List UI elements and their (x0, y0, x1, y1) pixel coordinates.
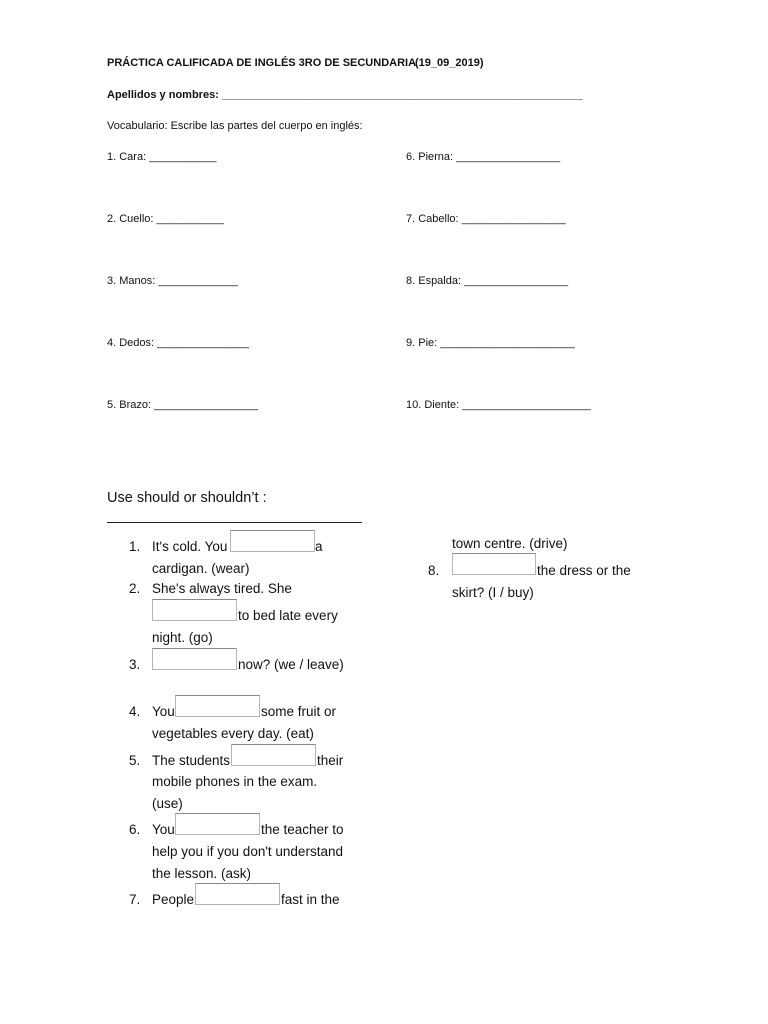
vocab-item-9[interactable]: 9. Pie: ______________________ (406, 337, 575, 349)
q6-answer-input[interactable] (175, 813, 260, 835)
q8-answer-input[interactable] (452, 553, 536, 575)
q1-text-line2: cardigan. (wear) (152, 561, 250, 576)
q3-number: 3. (129, 657, 141, 672)
vocab-item-4[interactable]: 4. Dedos: _______________ (107, 337, 249, 349)
q8-number: 8. (428, 563, 440, 578)
q2-text-line1: She's always tired. She (152, 581, 292, 596)
name-field-label[interactable]: Apellidos y nombres: ___________________________________________________________ (107, 89, 583, 101)
q8-text-after: the dress or the (537, 563, 631, 578)
vocab-item-3[interactable]: 3. Manos: _____________ (107, 275, 238, 287)
q3-answer-input[interactable] (152, 648, 237, 670)
vocabulary-instruction: Vocabulario: Escribe las partes del cuerpo en inglés: (107, 120, 363, 132)
q4-text-before: You (152, 704, 175, 719)
q4-text-after: some fruit or (261, 704, 337, 719)
vocab-item-2[interactable]: 2. Cuello: ___________ (107, 213, 224, 225)
q5-text-line2: mobile phones in the exam. (152, 774, 318, 789)
worksheet-date: (19_09_2019) (415, 57, 484, 69)
q4-text-line2: vegetables every day. (eat) (152, 726, 314, 741)
q1-text-after: a (315, 539, 323, 554)
q5-text-line3: (use) (152, 796, 183, 811)
q4-answer-input[interactable] (175, 695, 260, 717)
q8-text-line2: skirt? (I / buy) (452, 585, 534, 600)
vocab-item-7[interactable]: 7. Cabello: _________________ (406, 213, 566, 225)
q7-text-before: People (152, 892, 195, 907)
vocab-item-5[interactable]: 5. Brazo: _________________ (107, 399, 259, 411)
q6-number: 6. (129, 822, 141, 837)
q7-number: 7. (129, 892, 141, 907)
q2-number: 2. (129, 581, 141, 596)
vocab-item-1[interactable]: 1. Cara: ___________ (107, 151, 217, 163)
q2-answer-input[interactable] (152, 599, 237, 621)
q4-number: 4. (129, 704, 141, 719)
q1-answer-input[interactable] (230, 530, 315, 552)
q5-number: 5. (129, 753, 141, 768)
q7-text-continuation: town centre. (drive) (452, 536, 568, 551)
q2-text-after: to bed late every (238, 608, 338, 623)
vocab-item-8[interactable]: 8. Espalda: _________________ (406, 275, 569, 287)
vocab-item-10[interactable]: 10. Diente: _____________________ (406, 399, 591, 411)
q7-text-after: fast in the (281, 892, 340, 907)
vocab-item-6[interactable]: 6. Pierna: _________________ (406, 151, 561, 163)
q6-text-after: the teacher to (261, 822, 344, 837)
q3-text-after: now? (we / leave) (238, 657, 344, 672)
q5-answer-input[interactable] (231, 744, 316, 766)
q5-text-after: their (317, 753, 344, 768)
q7-answer-input[interactable] (195, 883, 280, 905)
q6-text-before: You (152, 822, 175, 837)
q6-text-line3: the lesson. (ask) (152, 866, 252, 881)
q6-text-line2: help you if you don't understand (152, 844, 343, 859)
q1-text-before: It's cold. You (152, 539, 228, 554)
q1-number: 1. (129, 539, 141, 554)
worksheet-title: PRÁCTICA CALIFICADA DE INGLÉS 3RO DE SECUNDARIA (107, 57, 417, 69)
q5-text-before: The students (152, 753, 231, 768)
heading-underline (107, 522, 362, 523)
grammar-heading: Use should or shouldn’t : (107, 490, 267, 506)
q2-text-line3: night. (go) (152, 630, 213, 645)
